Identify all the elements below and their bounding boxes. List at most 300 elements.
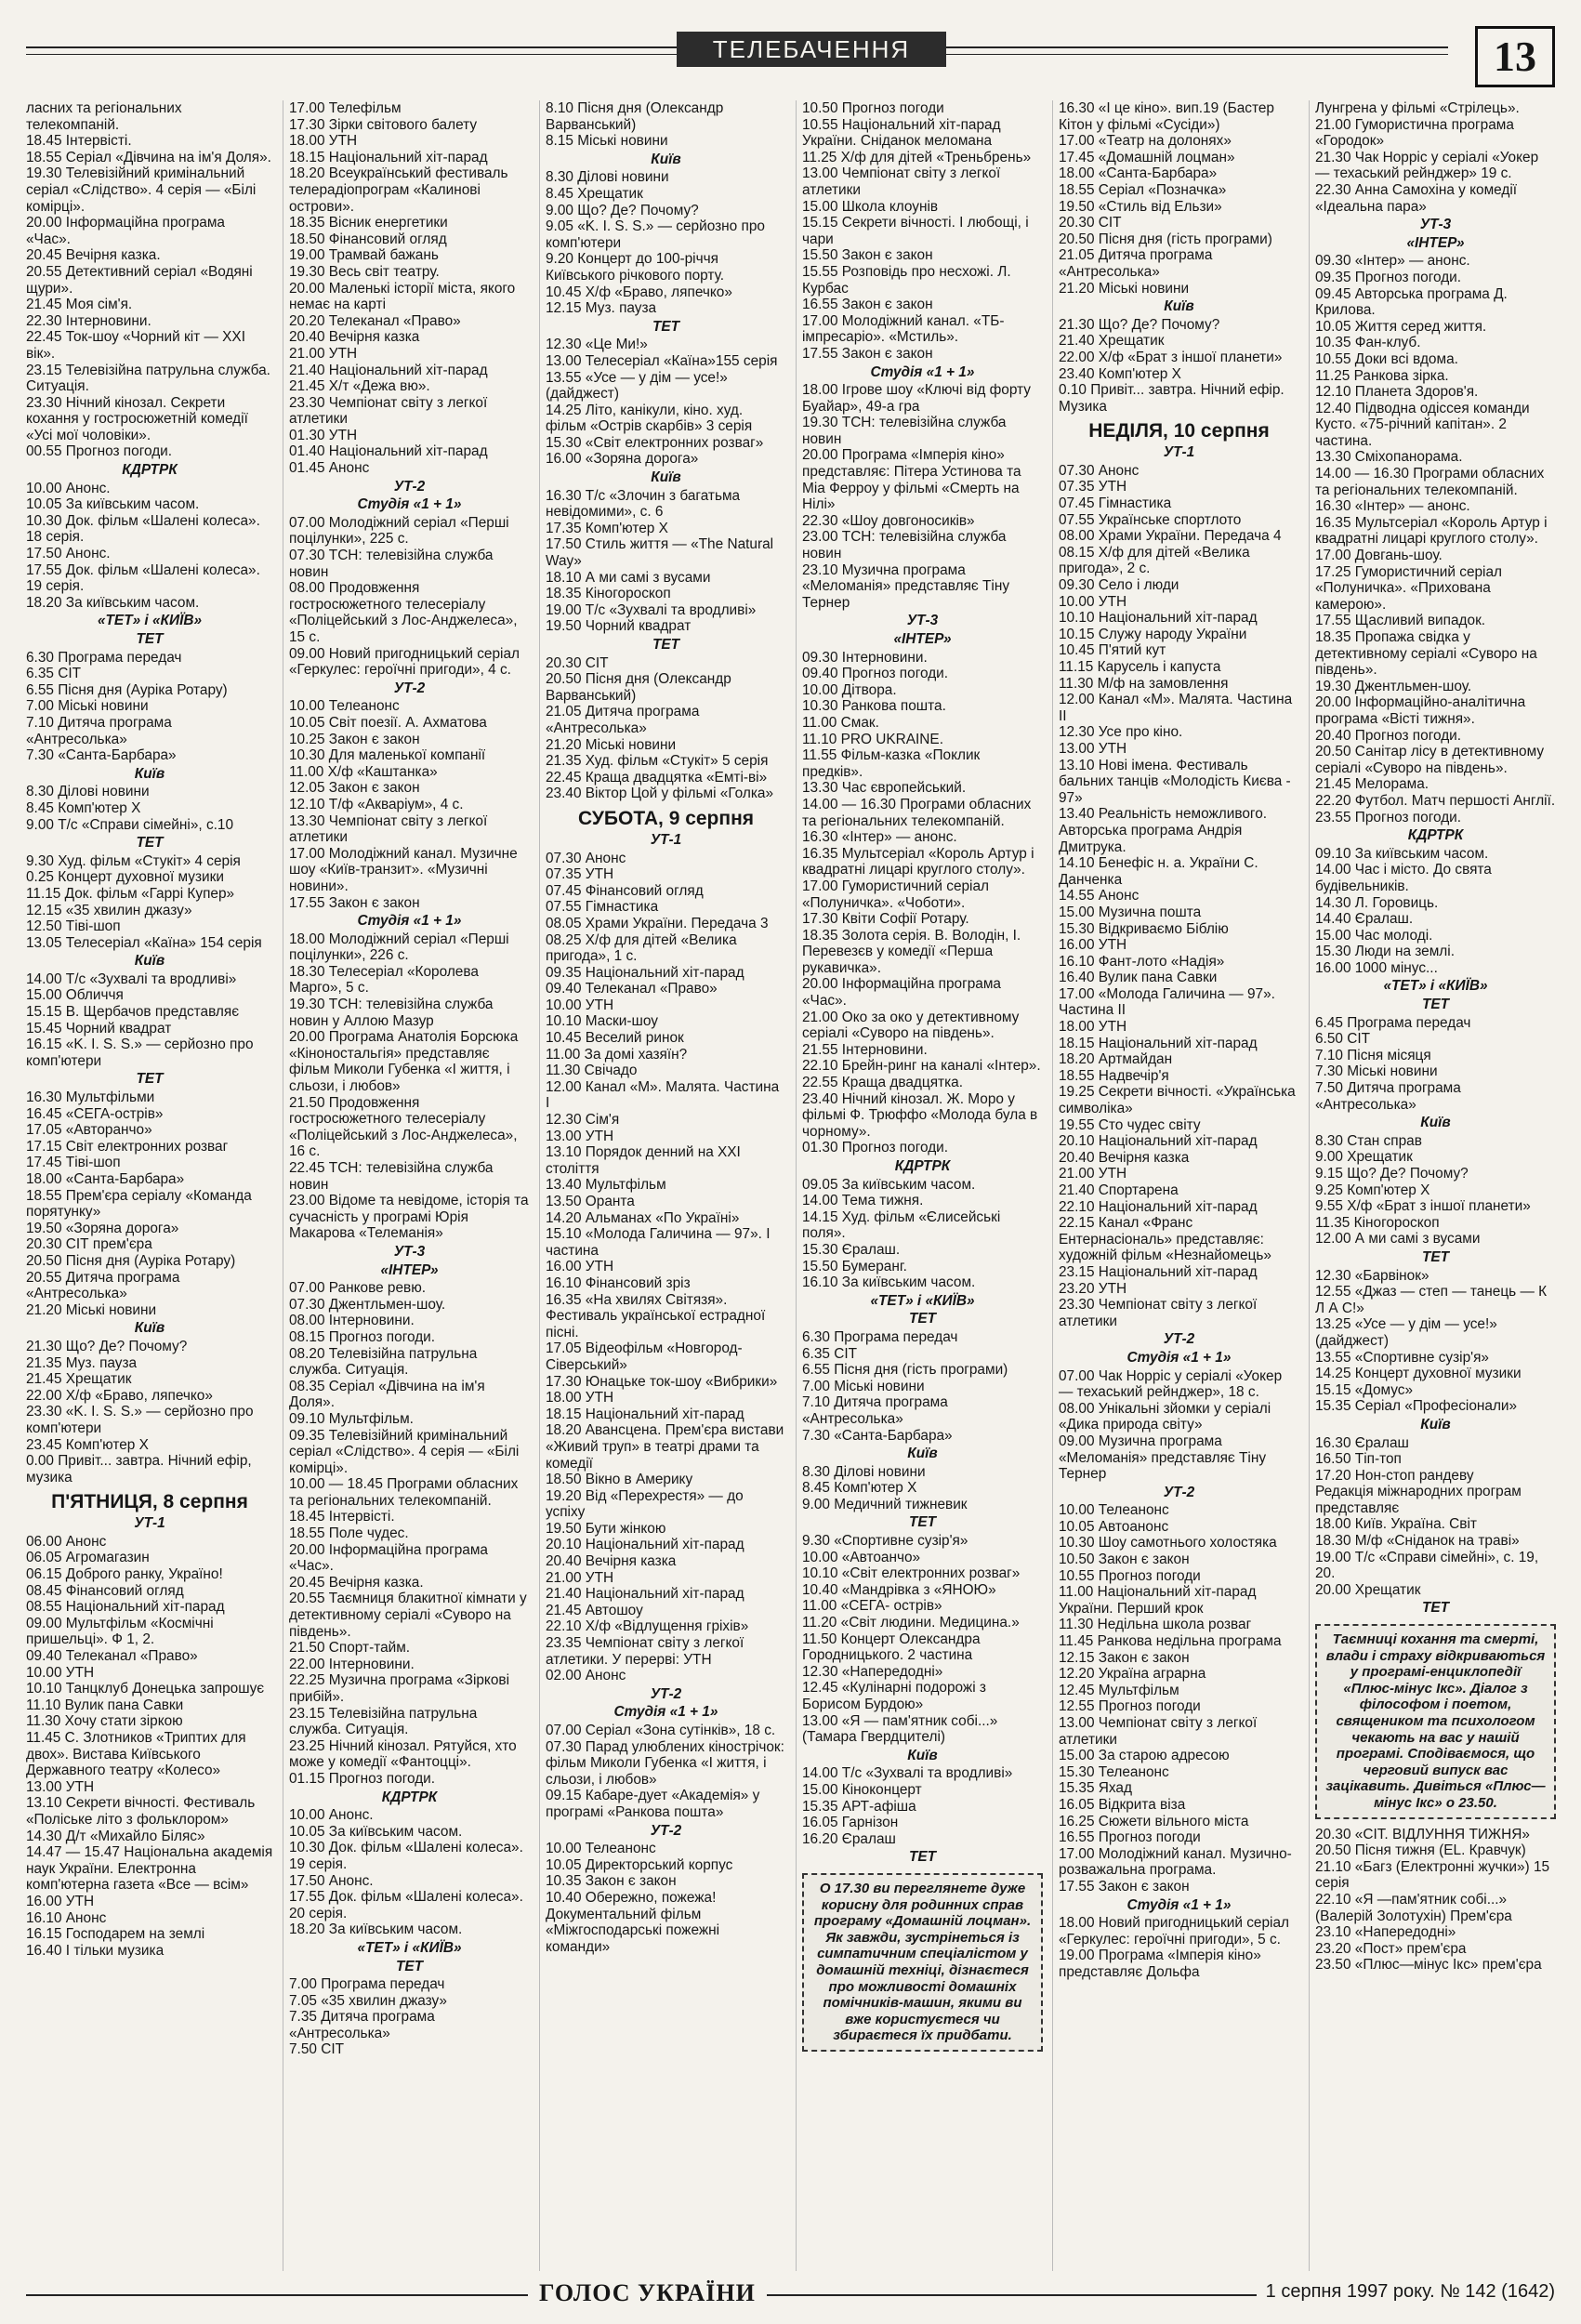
program-entry: 15.15 В. Щербачов представляє: [26, 1004, 240, 1021]
program-entry: 14.47 — 15.47 Національна академія наук України. Електронна комп'ютерна газета «Все — всім»: [26, 1844, 277, 1894]
program-entry: 19.20 Від «Перехрестя» — до успіху: [546, 1487, 747, 1521]
program-entry: 09.40 Прогноз погоди.: [802, 666, 949, 682]
program-entry: 18.00 Київ. Україна. Світ: [1315, 1516, 1477, 1533]
program-entry: 21.00 Гумористична програма «Городок»: [1315, 116, 1519, 150]
channel-heading: Київ: [1420, 1115, 1451, 1131]
program-entry: 19.30 ТСН: телевізійна служба новин: [802, 415, 1010, 447]
program-entry: 16.45 «СЕГА-острів»: [26, 1105, 164, 1122]
program-entry: 8.45 Хрещатик: [546, 185, 643, 202]
program-entry: 6.30 Програма передач: [802, 1328, 958, 1345]
program-entry: Лунгрена у фільмі «Стрілець».: [1315, 100, 1520, 116]
program-entry: 07.00 Ранкове ревю.: [289, 1280, 427, 1297]
tv-listings: [26, 100, 1556, 2271]
program-entry: 17.30 Юнацьке ток-шоу «Вибрики»: [546, 1373, 778, 1390]
promo-box: Таємниці кохання та смерті, влади і страху відкриваються у програмі-енциклопедії «Плюс-мінус Ікс». Діалог з філософом і поетом, священиком та психологом чекають на вас у нашій програмі. Сподіваємося, що черговий випуск вас зацікавить. Дивіться «Плюс—мінус Ікс» о 23.50.: [1315, 1624, 1556, 1819]
program-entry: 07.45 Фінансовий огляд: [546, 882, 704, 899]
program-entry: 07.35 УТН: [546, 866, 614, 883]
program-entry: 21.05 Дитяча програма «Антресолька»: [546, 704, 704, 736]
channel-heading: УТ-3: [906, 613, 939, 629]
program-entry: 20.40 Вечірня казка: [1059, 1149, 1190, 1166]
program-entry: 23.10 Музична програма «Меломанія» представляє Тіну Тернер: [802, 561, 1014, 611]
program-entry: 17.50 Анонс.: [289, 1872, 374, 1889]
program-entry: 10.45 П'ятий кут: [1059, 642, 1166, 659]
program-entry: 10.30 Шоу самотнього холостяка: [1059, 1535, 1277, 1552]
channel-heading: Студія «1 + 1»: [870, 363, 975, 380]
program-entry: 16.30 «Інтер» — анонс.: [802, 829, 957, 846]
program-entry: 08.15 Прогноз погоди.: [289, 1328, 436, 1345]
program-entry: 10.15 Служу народу України: [1059, 626, 1247, 642]
program-entry: 20.50 Пісня дня (гість програми): [1059, 231, 1272, 247]
program-entry: 12.00 А ми самі з вусами: [1315, 1231, 1481, 1248]
program-entry: 13.00 Телесеріал «Каїна»155 серія: [546, 352, 778, 369]
program-entry: 18.20 Всеукраїнський фестиваль телерадіопрограм «Калинові острови».: [289, 165, 512, 215]
program-entry: 13.55 «Спортивне сузір'я»: [1315, 1349, 1489, 1366]
program-entry: 10.00 Телеанонс: [289, 698, 400, 715]
program-entry: 11.15 Док. фільм «Гаррі Купер»: [26, 885, 235, 902]
program-entry: 17.00 Довгань-шоу.: [1315, 548, 1443, 564]
program-entry: 10.00 Анонс.: [289, 1807, 374, 1824]
channel-heading: ТЕТ: [1421, 1248, 1450, 1265]
channel-heading: УТ-2: [650, 1685, 682, 1702]
program-entry: 19.55 Сто чудес світу: [1059, 1116, 1201, 1133]
program-entry: 9.30 Худ. фільм «Стукіт» 4 серія: [26, 852, 241, 869]
listing-column: [1052, 100, 1299, 2271]
program-entry: 23.45 Комп'ютер Х: [26, 1436, 149, 1453]
program-entry: 10.00 Телеанонс: [546, 1841, 656, 1857]
program-entry: 15.55 Розповідь про несхожі. Л. Курбас: [802, 263, 1015, 297]
program-entry: 07.55 Гімнастика: [546, 899, 659, 916]
program-entry: 23.30 Чемпіонат світу з легкої атлетики: [289, 394, 492, 428]
program-entry: 14.00 Т/с «Зухвалі та вродливі»: [802, 1765, 1013, 1782]
program-entry: 20.45 Вечірня казка.: [289, 1574, 424, 1591]
program-entry: 6.35 СІТ: [802, 1345, 858, 1362]
program-entry: 6.35 СІТ: [26, 666, 82, 682]
program-entry: 08.05 Храми України. Передача 3: [546, 915, 769, 931]
program-entry: 13.55 «Усе — у дім — усе!» (дайджест): [546, 369, 732, 403]
program-entry: 14.20 Альманах «По Україні»: [546, 1209, 740, 1226]
channel-heading: ТЕТ: [395, 1958, 424, 1974]
program-entry: 20.20 Телеканал «Право»: [289, 312, 461, 329]
program-entry: 16.00 «Зоряна дорога»: [546, 451, 699, 468]
program-entry: 6.45 Програма передач: [1315, 1014, 1471, 1031]
program-entry: 17.45 «Домашній лоцман»: [1059, 149, 1235, 165]
program-entry: 15.35 Серіал «Професіонали»: [1315, 1398, 1518, 1415]
program-entry: 21.35 Муз. пауза: [26, 1354, 138, 1371]
newspaper-name: ГОЛОС УКРАЇНИ: [528, 2279, 767, 2307]
program-entry: 8.30 Ділові новини: [802, 1463, 926, 1480]
program-entry: 15.45 Чорний квадрат: [26, 1020, 172, 1037]
program-entry: 06.00 Анонс: [26, 1533, 107, 1550]
program-entry: 07.00 Молодіжний серіал «Перші поцілунки», 225 с.: [289, 514, 513, 548]
program-entry: 13.50 Оранта: [546, 1194, 635, 1209]
program-entry: 13.00 УТН: [1059, 740, 1127, 757]
program-entry: 01.45 Анонс: [289, 460, 370, 477]
program-entry: 8.30 Стан справ: [1315, 1132, 1422, 1149]
program-entry: 20.00 Інформаційна програма «Час».: [26, 215, 230, 247]
program-entry: 20.55 Таємниця блакитної кімнати у детективному серіалі «Суворо на південь».: [289, 1591, 532, 1640]
program-entry: 13.00 УТН: [26, 1778, 95, 1795]
program-entry: 17.00 Телефільм: [289, 100, 402, 116]
program-entry: 13.00 Чемпіонат світу з легкої атлетики: [802, 165, 1005, 198]
program-entry: 13.30 Час європейський.: [802, 780, 967, 797]
channel-heading: Київ: [134, 765, 165, 782]
program-entry: 22.45 Краща двадцятка «Емті-ві»: [546, 769, 768, 786]
program-entry: 18.00 УТН: [546, 1390, 614, 1406]
program-entry: 19.30 Весь світ театру.: [289, 263, 440, 280]
program-entry: 23.20 УТН: [1059, 1280, 1127, 1297]
program-entry: 23.00 Відоме та невідоме, історія та сучасність у програмі Юрія Макарова «Телеманія»: [289, 1193, 533, 1242]
program-entry: 18.35 Кіногороскоп: [546, 586, 671, 602]
program-entry: 16.10 Фант-лото «Надія»: [1059, 953, 1225, 970]
program-entry: 15.10 «Молода Галичина — 97». І частина: [546, 1226, 774, 1259]
program-entry: 14.15 Худ. фільм «Єлисейські поля».: [802, 1208, 1005, 1242]
program-entry: 09.35 Прогноз погоди.: [1315, 269, 1462, 285]
program-entry: 21.10 «Багз (Електронні жучки») 15 серія: [1315, 1858, 1554, 1892]
program-entry: 18.00 Новий пригодницький серіал «Геркулес: героїчні пригоди», 5 с.: [1059, 1915, 1294, 1948]
program-entry: 08.00 Інтерновини.: [289, 1313, 415, 1329]
program-entry: 21.50 Продовження гостросюжетного телесеріалу «Поліцейський з Лос-Анджелеса», 16 с.: [289, 1094, 521, 1160]
channel-heading: КДРТРК: [381, 1789, 438, 1805]
program-entry: 21.40 Хрещатик: [1059, 333, 1165, 350]
program-entry: 0.10 Привіт... завтра. Нічний ефір. Музика: [1059, 382, 1288, 415]
program-entry: 16.35 Мультсеріал «Король Артур і квадратні лицарі круглого столу».: [802, 845, 1038, 878]
listing-column: [539, 100, 789, 2271]
program-entry: 15.30 Телеанонс: [1059, 1763, 1169, 1780]
program-entry: 16.05 Відкрита віза: [1059, 1796, 1186, 1813]
program-entry: 20.00 Програма Анатолія Борсюка «Кіноностальгія» представляє фільм Миколи Губенка «І життя, і сльози, і любов»: [289, 1029, 522, 1095]
program-entry: 12.15 Муз. пауза: [546, 300, 657, 317]
program-entry: 17.00 Молодіжний канал. Музично-розважальна програма.: [1059, 1845, 1292, 1879]
program-entry: 11.00 Смак.: [802, 714, 879, 731]
program-entry: 22.10 «Я —пам'ятник собі...» (Валерій Золотухін) Прем'єра: [1315, 1891, 1512, 1924]
program-entry: 12.45 Мультфільм: [1059, 1682, 1179, 1698]
program-entry: 16.10 За київським часом.: [802, 1274, 976, 1291]
program-entry: 20.50 Санітар лісу в детективному серіалі «Суворо на південь».: [1315, 744, 1548, 776]
program-entry: 15.30 «Світ електронних розваг»: [546, 434, 764, 451]
program-entry: 10.55 Національний хіт-парад України. Сніданок меломана: [802, 116, 1005, 150]
program-entry: 12.30 Усе про кіно.: [1059, 724, 1183, 741]
channel-heading: Київ: [907, 1747, 938, 1763]
program-entry: 19.00 Т/с «Справи сімейні», с. 19, 20.: [1315, 1549, 1543, 1582]
program-entry: 19.50 «Зоряна дорога»: [26, 1220, 179, 1236]
program-entry: 14.25 Літо, канікули, кіно. худ. фільм «Острів скарбів» 3 серія: [546, 402, 753, 435]
program-entry: 9.00 Т/с «Справи сімейні», с.10: [26, 816, 234, 833]
program-entry: 07.35 УТН: [1059, 479, 1127, 495]
program-entry: 17.05 Відеофільм «Новгород-Сіверський»: [546, 1340, 743, 1373]
program-entry: 0.25 Концерт духовної музики: [26, 869, 224, 886]
program-entry: 20.30 СІТ прем'єра: [26, 1236, 152, 1253]
program-entry: 10.00 Телеанонс: [1059, 1502, 1169, 1519]
program-entry: 17.15 Світ електронних розваг: [26, 1138, 229, 1155]
program-entry: 16.15 Господарем на землі: [26, 1926, 205, 1943]
program-entry: 14.00 — 16.30 Програми обласних та регіональних телекомпаній.: [802, 796, 1035, 829]
program-entry: 22.25 Музична програма «Зіркові прибій».: [289, 1672, 514, 1705]
program-entry: 11.30 Свічадо: [546, 1063, 638, 1079]
program-entry: 12.45 «Кулінарні подорожі з Борисом Бурдою»: [802, 1680, 991, 1712]
program-entry: 7.50 Дитяча програма «Антресолька»: [1315, 1080, 1466, 1113]
program-entry: ласних та регіональних телекомпаній.: [26, 100, 186, 133]
program-entry: 16.00 УТН: [26, 1893, 95, 1909]
channel-heading: КДРТРК: [122, 462, 178, 479]
program-entry: 21.00 УТН: [1059, 1166, 1127, 1182]
program-entry: 11.30 М/ф на замовлення: [1059, 675, 1229, 692]
program-entry: 17.30 Зірки світового балету: [289, 116, 478, 133]
program-entry: 15.00 Школа клоунів: [802, 198, 939, 215]
program-entry: 17.20 Нон-стоп рандеву: [1315, 1467, 1474, 1484]
program-entry: 12.20 Україна аграрна: [1059, 1666, 1206, 1683]
program-entry: 21.40 Спортарена: [1059, 1182, 1179, 1198]
program-entry: 23.25 Нічний кінозал. Рятуйся, хто може у комедії «Фантоцці».: [289, 1737, 520, 1771]
program-entry: 11.25 Ранкова зірка.: [1315, 367, 1449, 384]
program-entry: 14.00 Час і місто. До свята будівельників.: [1315, 862, 1496, 894]
program-entry: 21.40 Національний хіт-парад: [546, 1586, 744, 1603]
program-entry: 11.20 «Світ людини. Медицина.»: [802, 1615, 1020, 1631]
program-entry: 22.00 Х/ф «Брат з іншої планети»: [1059, 349, 1283, 365]
program-entry: 20.00 Хрещатик: [1315, 1581, 1421, 1598]
program-entry: 19.50 «Стиль від Ельзи»: [1059, 198, 1222, 215]
program-entry: 18.00 УТН: [1059, 1019, 1127, 1036]
program-entry: 17.55 Док. фільм «Шалені колеса». 20 серія.: [289, 1889, 528, 1921]
program-entry: 10.10 Національний хіт-парад: [1059, 610, 1258, 627]
program-entry: 10.40 Обережно, пожежа! Документальний фільм «Міжгосподарські пожежні команди»: [546, 1889, 724, 1955]
program-entry: 9.15 Що? Де? Почому?: [1315, 1166, 1469, 1182]
program-entry: 23.55 Прогноз погоди.: [1315, 809, 1462, 825]
program-entry: 14.00 — 16.30 Програми обласних та регіональних телекомпаній.: [1315, 466, 1548, 498]
program-entry: 21.45 Х/т «Дежа вю».: [289, 378, 430, 395]
program-entry: 17.55 Док. фільм «Шалені колеса». 19 серія.: [26, 561, 265, 595]
program-entry: 09.00 Новий пригодницький серіал «Геркулес: героїчні пригоди», 4 с.: [289, 645, 524, 679]
program-entry: 16.10 Анонс: [26, 1909, 107, 1926]
program-entry: 23.30 «K. I. S. S.» — серйозно про комп'ютери: [26, 1404, 257, 1436]
program-entry: 10.00 Анонс.: [26, 480, 111, 496]
program-entry: 23.20 «Пост» прем'єра: [1315, 1940, 1467, 1957]
program-entry: 08.25 Х/ф для дітей «Велика пригода», 1 с.: [546, 931, 741, 965]
program-entry: 10.05 Автоанонс: [1059, 1518, 1169, 1535]
channel-heading: «ІНТЕР»: [1406, 234, 1465, 251]
program-entry: 20.30 СІТ: [546, 654, 609, 671]
program-entry: 16.00 УТН: [1059, 937, 1127, 954]
program-entry: 9.05 «K. I. S. S.» — серйозно про комп'ютери: [546, 218, 770, 251]
program-entry: 21.35 Худ. фільм «Стукіт» 5 серія: [546, 753, 769, 770]
program-entry: 10.00 — 18.45 Програми обласних та регіональних телекомпаній.: [289, 1476, 522, 1509]
section-title: ТЕЛЕБАЧЕННЯ: [677, 32, 946, 67]
channel-heading: ТЕТ: [908, 1311, 937, 1327]
program-entry: 21.20 Міські новини: [546, 736, 677, 753]
program-entry: 8.45 Комп'ютер Х: [26, 799, 141, 816]
program-entry: 12.50 Тіві-шоп: [26, 918, 121, 935]
program-entry: 15.00 Час молоді.: [1315, 927, 1433, 944]
program-entry: 13.25 «Усе — у дім — усе!» (дайджест): [1315, 1316, 1502, 1349]
program-entry: 10.00 УТН: [26, 1664, 95, 1681]
channel-heading: «ІНТЕР»: [380, 1261, 439, 1278]
program-entry: 18.45 Інтервісті.: [289, 1509, 395, 1525]
program-entry: 20.00 Маленькі історії міста, якого немає на карті: [289, 280, 520, 313]
program-entry: 11.30 Недільна школа розваг: [1059, 1617, 1252, 1633]
program-entry: 20.50 Пісня дня (Олександр Варванський): [546, 671, 736, 704]
program-entry: 15.00 За старою адресою: [1059, 1748, 1230, 1764]
program-entry: 20.10 Національний хіт-парад: [1059, 1133, 1258, 1150]
program-entry: 15.35 Яхад: [1059, 1780, 1132, 1797]
program-entry: 17.00 Молодіжний канал. «ТБ-імпресаріо». «Мстиль».: [802, 312, 1005, 346]
program-entry: 16.55 Прогноз погоди: [1059, 1829, 1201, 1846]
program-entry: 10.05 За київським часом.: [26, 496, 200, 513]
program-entry: 7.10 Пісня місяця: [1315, 1047, 1431, 1063]
program-entry: 19.50 Бути жінкою: [546, 1520, 666, 1537]
program-entry: 10.05 Світ поезії. А. Ахматова: [289, 714, 487, 731]
program-entry: 9.30 «Спортивне сузір'я»: [802, 1533, 968, 1550]
program-entry: 08.55 Національний хіт-парад: [26, 1599, 225, 1616]
program-entry: 16.30 «Інтер» — анонс.: [1315, 498, 1470, 515]
program-entry: 17.35 Комп'ютер Х: [546, 520, 668, 536]
program-entry: 20.40 Вечірня казка: [289, 329, 420, 346]
program-entry: 09.30 Село і люди: [1059, 577, 1179, 594]
program-entry: 15.30 Єралаш.: [802, 1241, 901, 1258]
program-entry: 09.30 «Інтер» — анонс.: [1315, 253, 1470, 270]
program-entry: 12.30 «Барвінок»: [1315, 1267, 1429, 1284]
program-entry: 10.00 УТН: [1059, 593, 1127, 610]
program-entry: 07.30 Анонс: [546, 850, 626, 866]
program-entry: 12.10 Планета Здоров'я.: [1315, 384, 1479, 401]
program-entry: 15.00 Музична пошта: [1059, 904, 1202, 920]
program-entry: 11.50 Концерт Олександра Городницького. 2 частина: [802, 1631, 984, 1664]
program-entry: 20.55 Дитяча програма «Антресолька»: [26, 1269, 184, 1302]
program-entry: 18.35 Пропажа свідка у детективному серіалі «Суворо на південь».: [1315, 629, 1542, 679]
program-entry: 8.10 Пісня дня (Олександр Варванський): [546, 100, 728, 133]
channel-heading: УТ-3: [1419, 217, 1452, 233]
channel-heading: Київ: [907, 1446, 938, 1462]
channel-heading: УТ-1: [134, 1515, 165, 1532]
program-entry: 22.00 Інтерновини.: [289, 1656, 415, 1672]
program-entry: 16.30 Єралаш: [1315, 1434, 1409, 1451]
program-entry: 17.30 Квіти Софії Ротару.: [802, 911, 969, 928]
program-entry: 09.35 Національний хіт-парад: [546, 964, 744, 981]
program-entry: 11.45 Ранкова недільна програма: [1059, 1633, 1282, 1650]
program-entry: 10.45 Веселий ринок: [546, 1030, 684, 1047]
program-entry: 12.00 Канал «М». Малята. Частина І: [546, 1078, 784, 1112]
channel-heading: Київ: [134, 1320, 165, 1337]
program-entry: 9.25 Комп'ютер Х: [1315, 1182, 1430, 1198]
program-entry: 16.30 «І це кіно». вип.19 (Бастер Кітон у фільмі «Сусіди»): [1059, 100, 1279, 133]
program-entry: 18.00 УТН: [289, 133, 358, 150]
channel-heading: ТЕТ: [908, 1514, 937, 1531]
program-entry: 7.05 «35 хвилин джазу»: [289, 1992, 447, 2009]
program-entry: 12.30 Сім'я: [546, 1112, 620, 1129]
program-entry: 23.30 Нічний кінозал. Секрети кохання у гостросюжетній комедії «Усі мої чоловіки».: [26, 394, 253, 443]
program-entry: 06.05 Агромагазин: [26, 1550, 150, 1566]
program-entry: 09.15 Кабаре-дует «Академія» у програмі «Ранкова пошта»: [546, 1788, 764, 1820]
program-entry: 6.55 Пісня дня (гість програми): [802, 1362, 1008, 1379]
program-entry: 10.30 Для маленької компанії: [289, 747, 486, 764]
program-entry: 01.40 Національний хіт-парад: [289, 443, 488, 460]
program-entry: 22.45 ТСН: телевізійна служба новин: [289, 1160, 497, 1193]
program-entry: 23.15 Телевізійна патрульна служба. Ситуація.: [289, 1705, 481, 1738]
channel-heading: «ТЕТ» і «КИЇВ»: [97, 613, 203, 629]
program-entry: 09.35 Телевізійний кримінальний серіал «Слідство». 4 серія — «Білі комірці».: [289, 1427, 523, 1476]
program-entry: 17.50 Анонс.: [26, 546, 111, 562]
program-entry: 9.55 Х/ф «Брат з іншої планети»: [1315, 1198, 1531, 1215]
program-entry: 14.00 Т/с «Зухвалі та вродливі»: [26, 971, 237, 987]
program-entry: 19.00 Трамвай бажань: [289, 247, 439, 264]
program-entry: 15.50 Бумеранг.: [802, 1258, 907, 1274]
program-entry: 12.30 «Напередодні»: [802, 1663, 943, 1680]
program-entry: 21.30 Що? Де? Почому?: [26, 1338, 188, 1354]
program-entry: 12.40 Підводна одіссея команди Кусто. «75-річний капітан». 2 частина.: [1315, 400, 1534, 449]
program-entry: 10.55 Доки всі вдома.: [1315, 350, 1458, 367]
channel-heading: УТ-2: [1163, 1484, 1195, 1500]
channel-heading: ТЕТ: [136, 631, 164, 647]
channel-heading: Студія «1 + 1»: [613, 1704, 718, 1721]
program-entry: 13.00 «Я — пам'ятник собі...» (Тамара Гвердцителі): [802, 1712, 1002, 1746]
program-entry: 13.00 Чемпіонат світу з легкої атлетики: [1059, 1715, 1261, 1748]
channel-heading: УТ-1: [1163, 444, 1195, 461]
program-entry: 18.15 Національний хіт-парад: [546, 1406, 744, 1422]
program-entry: 11.30 Хочу стати зіркою: [26, 1713, 183, 1730]
program-entry: 7.30 «Санта-Барбара»: [802, 1427, 953, 1444]
program-entry: 10.35 Фан-клуб.: [1315, 335, 1421, 351]
program-entry: 12.10 Т/ф «Акваріум», 4 с.: [289, 796, 464, 812]
program-entry: 18.10 А ми самі з вусами: [546, 569, 711, 586]
program-entry: 18.00 Ігрове шоу «Ключі від форту Буайар», 49-а гра: [802, 382, 1035, 415]
program-entry: 18.55 Надвечір'я: [1059, 1067, 1169, 1084]
program-entry: 18.20 За київським часом.: [289, 1921, 463, 1938]
program-entry: 22.45 Ток-шоу «Чорний кіт — XXI вік».: [26, 329, 250, 362]
program-entry: 20.10 Національний хіт-парад: [546, 1537, 744, 1553]
channel-heading: УТ-2: [650, 1822, 682, 1839]
program-entry: 6.50 СІТ: [1315, 1031, 1371, 1048]
program-entry: 21.05 Дитяча програма «Антресолька»: [1059, 247, 1217, 280]
program-entry: 22.10 Національний хіт-парад: [1059, 1198, 1258, 1215]
program-entry: 19.00 Т/с «Зухвалі та вродливі»: [546, 601, 757, 618]
day-heading: НЕДІЛЯ, 10 серпня: [1088, 420, 1270, 442]
program-entry: 16.40 Вулик пана Савки: [1059, 970, 1218, 986]
program-entry: 21.30 Чак Норріс у серіалі «Уокер — техаський рейнджер» 19 с.: [1315, 149, 1543, 182]
program-entry: 22.20 Футбол. Матч першості Англії.: [1315, 792, 1556, 809]
channel-heading: Київ: [134, 953, 165, 970]
program-entry: 21.45 Хрещатик: [26, 1371, 132, 1388]
program-entry: 17.55 Закон є закон: [1059, 1878, 1190, 1895]
program-entry: 20.00 Інформаційна програма «Час».: [289, 1541, 493, 1575]
listing-column: [1309, 100, 1556, 2271]
program-entry: 23.50 «Плюс—мінус Ікс» прем'єра: [1315, 1957, 1542, 1974]
program-entry: 08.20 Телевізійна патрульна служба. Ситуація.: [289, 1345, 481, 1379]
page-number: 13: [1475, 26, 1555, 87]
channel-heading: «ТЕТ» і «КИЇВ»: [357, 1939, 462, 1956]
program-entry: 22.15 Канал «Франс Ентернасіональ» представляє: художній фільм «Незнайомець»: [1059, 1215, 1271, 1264]
program-entry: 21.20 Міські новини: [1059, 280, 1190, 297]
program-entry: 18.50 Фінансовий огляд: [289, 231, 447, 247]
promo-box: О 17.30 ви переглянете дуже корисну для родинних справ програму «Домашній лоцман». Як завжди, зустрінеться із симпатичним спеціалістом у домашній техніці, дізнаєтеся про можливості домашніх помічників-машин, якими ви вже користуєтеся чи збираєтеся їх придбати.: [802, 1873, 1043, 2052]
program-entry: 09.40 Телеканал «Право»: [26, 1648, 198, 1665]
channel-heading: Студія «1 + 1»: [357, 496, 462, 513]
program-entry: 08.35 Серіал «Дівчина на ім'я Доля».: [289, 1378, 489, 1411]
program-entry: 12.55 «Джаз — степ — танець — К Л А С!»: [1315, 1284, 1551, 1316]
program-entry: 15.15 «Домус»: [1315, 1381, 1414, 1398]
program-entry: 16.35 «На хвилях Світязя». Фестиваль української естрадної пісні.: [546, 1291, 770, 1340]
program-entry: 07.30 Джентльмен-шоу.: [289, 1296, 446, 1313]
channel-heading: УТ-3: [393, 1243, 426, 1260]
program-entry: 08.00 Храми України. Передача 4: [1059, 528, 1282, 545]
program-entry: 9.00 Хрещатик: [1315, 1149, 1413, 1166]
program-entry: 19.25 Секрети вічності. «Українська символіка»: [1059, 1084, 1300, 1117]
program-entry: 18.35 Золота серія. В. Володін, І. Перевезєв у комедії «Перша рукавичка».: [802, 927, 1025, 976]
program-entry: 10.00 «Автоанчо»: [802, 1549, 921, 1565]
channel-heading: «ТЕТ» і «КИЇВ»: [1383, 978, 1488, 995]
program-entry: 21.00 УТН: [546, 1569, 614, 1586]
program-entry: 7.00 Міські новини: [802, 1378, 925, 1394]
program-entry: 21.50 Спорт-тайм.: [289, 1640, 411, 1657]
program-entry: 8.15 Міські новини: [546, 133, 668, 150]
program-entry: 16.55 Закон є закон: [802, 297, 933, 313]
